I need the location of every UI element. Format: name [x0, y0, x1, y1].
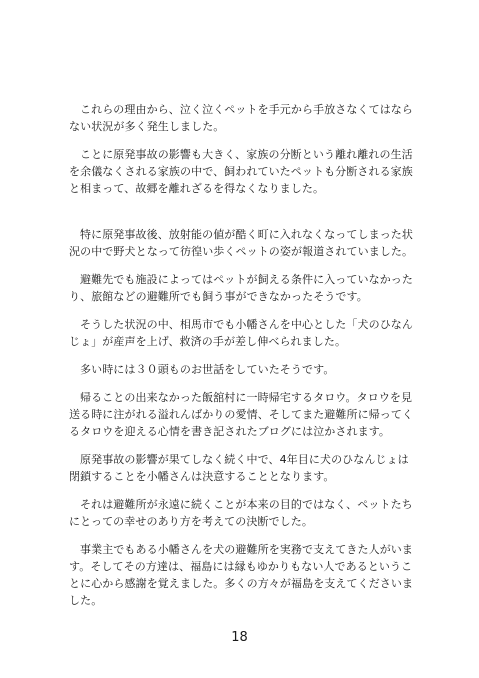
paragraph-reasons: これらの理由から、泣く泣くペットを手元から手放さなくてはならない状況が多く発生しました。	[69, 103, 413, 133]
paragraph-taro: 帰ることの出来なかった飯舘村に一時帰宅するタロウ。タロウを見送る時に注がれる溢れんばかりの愛情、そしてまた避難所に帰ってくるタロウを迎える心情を書き記されたブログには泣かされます。	[69, 391, 414, 438]
paragraph-gratitude: 事業主でもある小幡さんを犬の避難所を実務で支えてきた人がいます。そしてその方達は、福島には縁もゆかりもない人であるということに心から感謝を覚えました。多くの方々が福島を支えてくださいました。	[69, 543, 414, 607]
paragraph-decision: それは避難所が永遠に続くことが本来の目的ではなく、ペットたちにとっての幸せのあり方を考えての決断でした。	[69, 498, 413, 528]
paragraph-thirty-dogs: 多い時には３０頭ものお世話をしていたそうです。	[80, 363, 335, 376]
paragraph-closure: 原発事故の影響が果てしなく続く中で、4年目に犬のひなんじょは閉鎖することを小幡さんは決意することとなります。	[69, 453, 409, 483]
paragraph-nuclear-impact: ことに原発事故の影響も大きく、家族の分断という離れ離れの生活を余儀なくされる家族の中で、飼われていたペットも分断される家族と相まって、故郷を離れざるを得なくなりました。	[69, 148, 413, 195]
paragraph-shelters: 避難先でも施設によってはペットが飼える条件に入っていなかったり、旅館などの避難所でも飼う事ができなかったそうです。	[69, 273, 413, 303]
page-number: 18	[231, 630, 248, 645]
body-text	[69, 101, 417, 609]
paragraph-dog-shelter: そうした状況の中、相馬市でも小幡さんを中心とした「犬のひなんじょ」が産声を上げ、救済の手が差し伸べられました。	[69, 318, 413, 348]
paragraph-stray-pets: 特に原発事故後、放射能の値が酷く町に入れなくなってしまった状況の中で野犬となって彷徨い歩くペットの姿が報道されていました。	[69, 228, 414, 258]
